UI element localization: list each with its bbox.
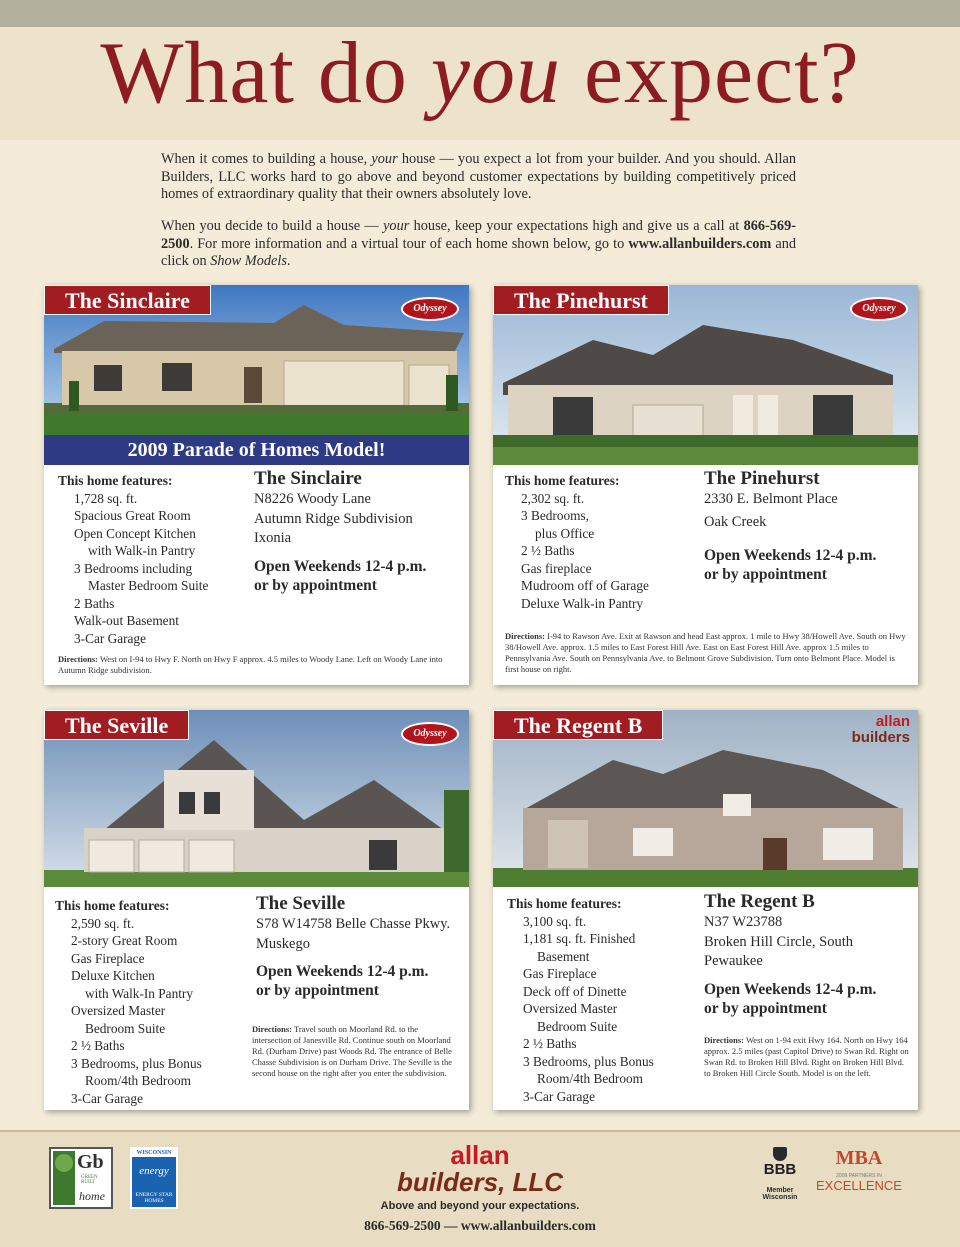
home-info: The Seville S78 W14758 Belle Chasse Pkwy. Muskego Open Weekends 12-4 p.m. or by appointment [256,893,451,999]
website-link[interactable]: www.allanbuilders.com [628,235,772,252]
page-title: What do you expect? [100,25,860,122]
bbb-logo: BBB Member Wisconsin [757,1147,803,1211]
home-info: The Pinehurst 2330 E. Belmont Place Oak Creek Open Weekends 12-4 p.m. or by appointment [704,468,877,583]
footer [0,1130,960,1247]
home-title-tab: The Pinehurst [493,285,669,315]
home-card-seville [44,710,469,1110]
home-card-regent-b [493,710,918,1110]
energy-star-logo: WISCONSIN energy ENERGY STAR HOMES [130,1147,178,1209]
directions-text: Directions: Travel south on Moorland Rd. to the intersection of Janesville Rd. Continue south on Moorland Rd. (Durham Drive) past Woods Rd. The entrance of Belle Chasse Subdivision is on Durham Drive. The Seville is the second house on the right after you enter the subdivision. [252,1024,453,1078]
green-built-home-logo: Gb GREEN BUILT home [49,1147,113,1209]
odyssey-badge: Odyssey [401,722,459,746]
directions-text: Directions: West on 1-94 exit Hwy 164. North on Hwy 164 approx. 2.5 miles (past Capitol Drive) to Swan Rd. Right on Swan Rd. to Broken Hill Blvd. Right on Broken Hill Blvd. to Broken Hill Circle South. Model is on the left. [704,1035,909,1078]
odyssey-badge: Odyssey [850,297,908,321]
allan-builders-footer-logo: allan builders, LLC [396,1140,564,1197]
home-card-pinehurst [493,285,918,685]
intro-paragraph-2: When you decide to build a house — your house, keep your expectations high and give us a call at 866-569-2500. For more information and a virtual tour of each home shown below, go to www.allanbuilders.com and click on Show Models. [161,218,796,269]
home-card-sinclaire [44,285,469,685]
directions-text: Directions: West on I-94 to Hwy F. North on Hwy F approx. 4.5 miles to Woody Lane. Left on Woody Lane into Autumn Ridge subdivision. [58,654,443,675]
intro-paragraph-1: When it comes to building a house, your house — you expect a lot from your builder. And you should. Allan Builders, LLC works hard to go above and beyond customer expectations by building competitively priced homes of extraordinary quality that their owners absolutely love. [161,151,796,202]
features-list: This home features: 2,302 sq. ft. 3 Bedrooms, plus Office 2 ½ Baths Gas fireplace Mudroom off of Garage Deluxe Walk-in Pantry [505,473,649,611]
torch-icon [773,1147,787,1161]
odyssey-badge: Odyssey [401,297,459,321]
allan-builders-logo: allan builders [851,713,910,746]
home-info: The Regent B N37 W23788 Broken Hill Circle, South Pewaukee Open Weekends 12-4 p.m. or by appointment [704,891,877,1017]
footer-contact[interactable]: 866-569-2500 — www.allanbuilders.com [364,1218,596,1233]
partners-in-excellence-logo: MBA 2009 PARTNERS IN EXCELLENCE [816,1147,902,1193]
home-title-tab: The Regent B [493,710,663,740]
features-list: This home features: 2,590 sq. ft. 2-story Great Room Gas Fireplace Deluxe Kitchen with Walk-In Pantry Oversized Master Bedroom Suite 2 ½ Baths 3 Bedrooms, plus Bonus Room/4th Bedroom 3-Car Garage [55,898,202,1106]
home-info: The Sinclaire N8226 Woody Lane Autumn Ridge Subdivision Ixonia Open Weekends 12-4 p.m. or by appointment [254,468,427,594]
directions-text: Directions: I-94 to Rawson Ave. Exit at Rawson and head East approx. 1 mile to Hwy 38/Howell Ave. South on Hwy 38/Howell Ave. approx. 1.5 miles to East Forest Hill Ave. East on East Forest Hill Ave. approx 1.5 miles to Pennsylvania Ave. South on Pennsylvania Ave. to Belmont Grove Subdivision. Turn onto Belmont Place. Model is first house on right. [505,631,906,674]
top-bar [0,0,960,27]
phone-link[interactable]: 866-569-2500 [161,218,796,252]
features-list: This home features: 3,100 sq. ft. 1,181 sq. ft. Finished Basement Gas Fireplace Deck off of Dinette Oversized Master Bedroom Suite 2 ½ Baths 3 Bedrooms, plus Bonus Room/4th Bedroom 3-Car Garage [507,896,654,1104]
features-list: This home features: 1,728 sq. ft. Spacious Great Room Open Concept Kitchen with Walk-in Pantry 3 Bedrooms including Master Bedroom Suite 2 Baths Walk-out Basement 3-Car Garage [58,473,209,646]
tagline: Above and beyond your expectations. [380,1200,580,1212]
home-title-tab: The Sinclaire [44,285,211,315]
parade-banner: 2009 Parade of Homes Model! [44,435,469,465]
home-title-tab: The Seville [44,710,189,740]
